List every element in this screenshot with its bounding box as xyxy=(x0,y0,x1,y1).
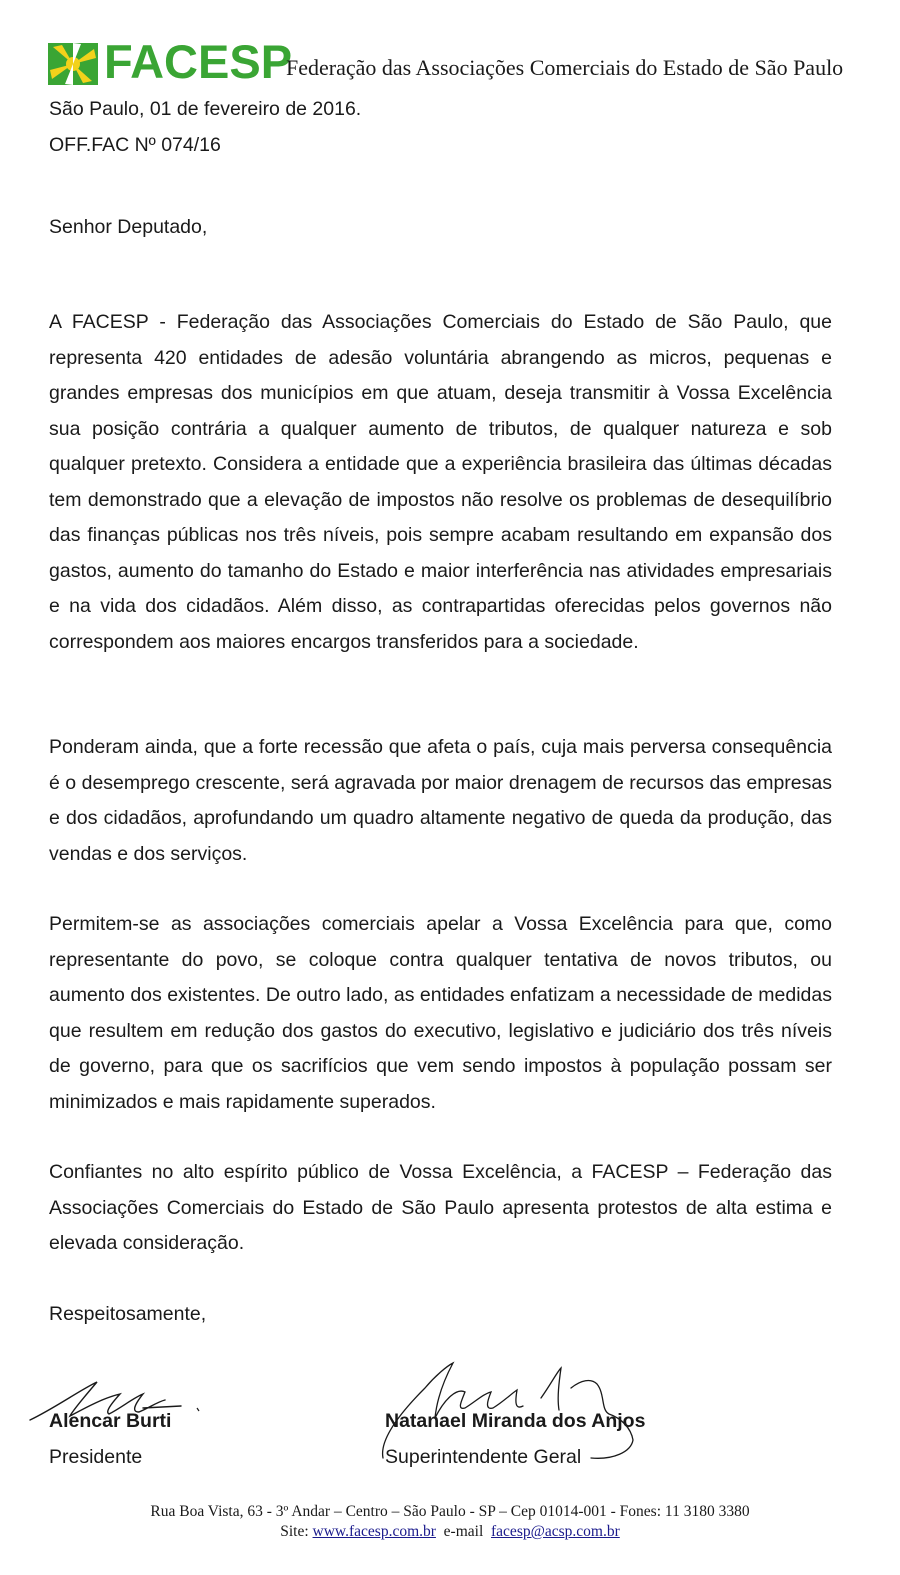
footer-contact xyxy=(0,1522,900,1542)
footer xyxy=(0,1502,900,1542)
facesp-logo-text: FACESP xyxy=(104,35,293,88)
signer-block-president xyxy=(49,1403,171,1475)
email-label: e-mail xyxy=(443,1523,484,1540)
body-paragraph-1: A FACESP - Federação das Associações Comerciais do Estado de São Paulo, que representa 420 entidades de adesão voluntária abrangendo as micros, pequenas e grandes empresas dos municípios em que atuam, deseja transmitir à Vossa Excelência sua posição contrária a qualquer aumento de tributos, de qualquer natureza e sob qualquer pretexto. Considera a entidade que a experiência brasileira das últimas décadas tem demonstrado que a elevação de impostos não resolve os problemas de desequilíbrio das finanças públicas nos três níveis, pois sempre acabam resultando em expansão dos gastos, aumento do tamanho do Estado e maior interferência nas atividades empresariais e na vida dos cidadãos. Além disso, as contrapartidas oferecidas pelos governos não correspondem aos maiores encargos transferidos para a sociedade. xyxy=(49,311,832,653)
signer-role: Presidente xyxy=(49,1446,143,1468)
signer-name: Natanael Miranda dos Anjos xyxy=(385,1410,646,1432)
site-link[interactable]: www.facesp.com.br xyxy=(312,1523,436,1540)
body-paragraph-3: Permitem-se as associações comerciais apelar a Vossa Excelência para que, como representante do povo, se coloque contra qualquer tentativa de novos tributos, ou aumento dos existentes. De outro lado, as entidades enfatizam a necessidade de medidas que resultem em redução dos gastos do executivo, legislativo e judiciário dos três níveis de governo, para que os sacrifícios que vem sendo impostos à população possam ser minimizados e mais rapidamente superados. xyxy=(49,913,832,1113)
letter-reference: OFF.FAC Nº 074/16 xyxy=(49,134,221,156)
salutation: Senhor Deputado, xyxy=(49,216,208,238)
closing: Respeitosamente, xyxy=(49,1303,207,1325)
site-label: Site: xyxy=(280,1523,309,1540)
signer-block-superintendent xyxy=(385,1403,645,1475)
federation-name: Federação das Associações Comerciais do Estado de São Paulo xyxy=(286,55,844,80)
signer-name: Alencar Burti xyxy=(49,1410,172,1432)
body-paragraph-4: Confiantes no alto espírito público de Vossa Excelência, a FACESP – Federação das Associações Comerciais do Estado de São Paulo apresenta protestos de alta estima e elevada consideração. xyxy=(49,1161,832,1254)
signer-role: Superintendente Geral xyxy=(385,1446,582,1468)
footer-address: Rua Boa Vista, 63 - 3º Andar – Centro – São Paulo - SP – Cep 01014-001 - Fones: 11 3180 3380 xyxy=(150,1503,750,1520)
email-link[interactable]: facesp@acsp.com.br xyxy=(491,1523,620,1540)
letter-date: São Paulo, 01 de fevereiro de 2016. xyxy=(49,98,362,120)
letterhead xyxy=(48,35,848,90)
body-paragraph-2: Ponderam ainda, que a forte recessão que afeta o país, cuja mais perversa consequência é o desemprego crescente, será agravada por maior drenagem de recursos das empresas e dos cidadãos, aprofundando um quadro altamente negativo de queda da produção, das vendas e dos serviços. xyxy=(49,736,832,865)
facesp-sun-icon xyxy=(48,43,98,85)
